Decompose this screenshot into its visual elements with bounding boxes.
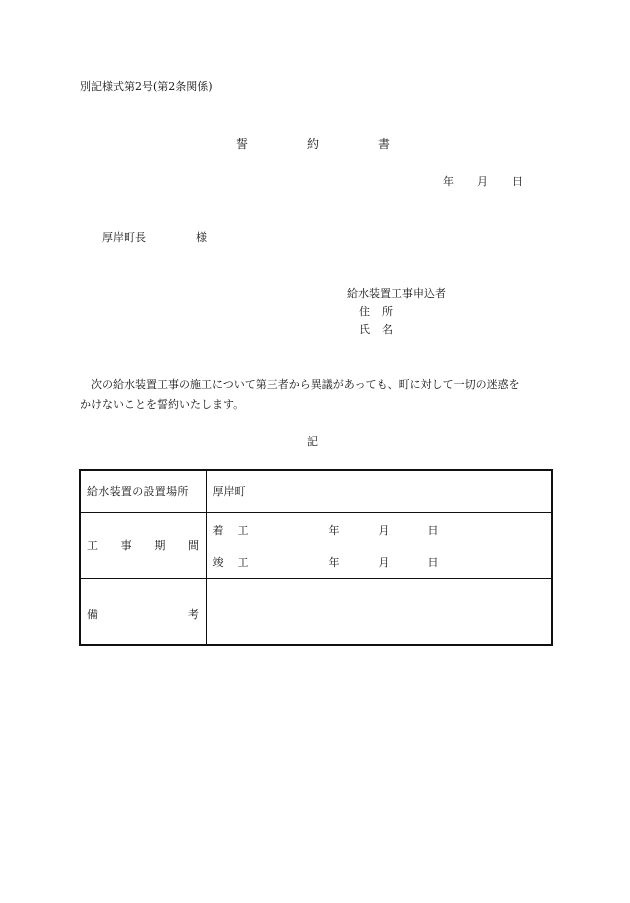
- applicant-name-label: [359, 323, 393, 337]
- label-char: 工: [87, 539, 98, 552]
- label-char: 氏: [359, 323, 370, 336]
- period-value-cell: [206, 512, 552, 578]
- title-char: 書: [377, 137, 390, 151]
- end-year: 年: [328, 556, 340, 569]
- end-label-char: 竣: [212, 556, 224, 569]
- end-day: 日: [427, 556, 439, 569]
- label-char: 期: [154, 539, 166, 552]
- end-label-char: 工: [237, 556, 249, 569]
- addressee-name: 厚岸町長: [102, 231, 146, 244]
- label-char: 間: [187, 539, 199, 552]
- end-date-line: [213, 554, 552, 568]
- ki-heading: 記: [307, 435, 318, 448]
- location-label-cell: [80, 470, 206, 512]
- start-day: 日: [427, 524, 439, 537]
- start-label-char: 着: [212, 524, 224, 537]
- table-row-remarks: [80, 578, 552, 645]
- start-year: 年: [328, 524, 340, 537]
- title-char: 約: [306, 137, 319, 151]
- document-title: [236, 137, 390, 151]
- date-day: 日: [512, 175, 523, 188]
- start-label-char: 工: [237, 524, 249, 537]
- label-char: 住: [359, 305, 370, 318]
- label-char: 名: [382, 323, 393, 336]
- remarks-label: [87, 606, 199, 622]
- table-row-location: [80, 470, 552, 512]
- remarks-value-cell: [206, 578, 552, 645]
- applicant-role: 給水装置工事申込者: [347, 287, 446, 300]
- period-label: [87, 537, 199, 553]
- location-label: 給水装置の設置場所: [87, 485, 189, 499]
- form-number-label: 別記様式第2号(第2条関係): [80, 80, 213, 93]
- title-char: 誓: [236, 137, 249, 151]
- date-month: 月: [477, 175, 488, 188]
- label-char: 事: [120, 539, 132, 552]
- location-value-cell: [206, 470, 552, 512]
- record-table: [79, 469, 553, 646]
- pledge-line-1: 次の給水装置工事の施工について第三者から異議があっても、町に対して一切の迷惑を: [91, 378, 520, 391]
- pledge-line-2: かけないことを誓約いたします。: [80, 398, 245, 411]
- period-label-cell: [80, 512, 206, 578]
- table-row-period: [80, 512, 552, 578]
- applicant-address-label: [359, 305, 393, 319]
- label-char: 備: [87, 607, 98, 621]
- date-year: 年: [443, 175, 454, 188]
- location-value: 厚岸町: [212, 485, 246, 499]
- addressee-honorific: 様: [196, 231, 207, 244]
- start-date-line: [213, 522, 552, 536]
- start-month: 月: [378, 524, 390, 537]
- label-char: 所: [382, 305, 393, 318]
- remarks-label-cell: [80, 578, 206, 645]
- end-month: 月: [378, 556, 390, 569]
- label-char: 考: [188, 607, 199, 621]
